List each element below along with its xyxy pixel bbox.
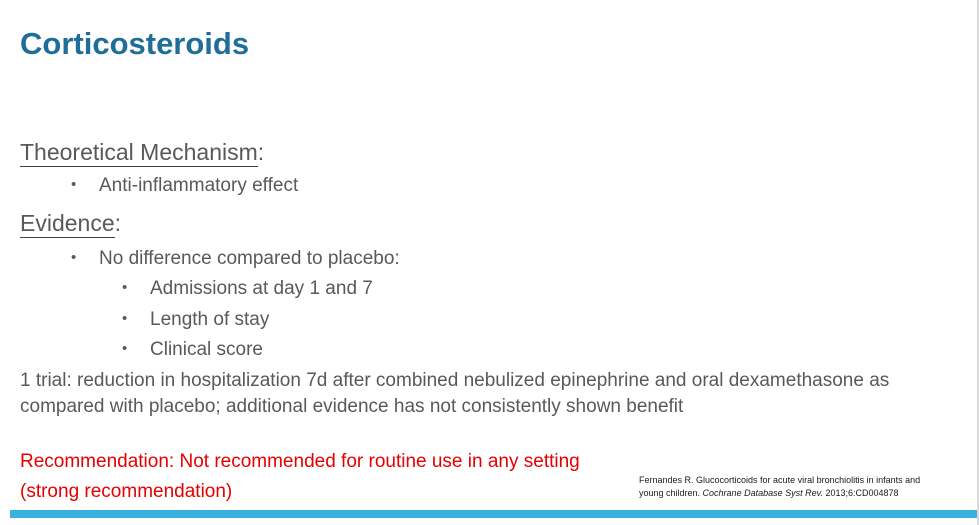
evidence-sub-bullet xyxy=(122,339,263,360)
mechanism-bullet xyxy=(71,175,299,196)
slide-title: Corticosteroids xyxy=(20,26,250,61)
evidence-heading xyxy=(20,212,121,238)
recommendation-line: Recommendation: Not recommended for routine use in any setting xyxy=(20,451,580,472)
mechanism-heading xyxy=(20,141,264,167)
mechanism-heading-label: Theoretical Mechanism xyxy=(20,139,258,165)
evidence-sub-bullet xyxy=(122,278,373,299)
citation-authors-tail: young children. xyxy=(639,488,703,498)
evidence-bullet xyxy=(71,248,400,269)
citation-line-1: Fernandes R. Glucocorticoids for acute viral bronchiolitis in infants and xyxy=(639,475,921,485)
evidence-sub-bullet-text: Length of stay xyxy=(150,309,270,330)
citation xyxy=(639,474,979,500)
bullet-dot: • xyxy=(122,279,128,296)
evidence-sub-bullet xyxy=(122,309,270,330)
footer-bar xyxy=(10,510,977,518)
evidence-sub-bullet-text: Admissions at day 1 and 7 xyxy=(150,278,373,299)
citation-line-2 xyxy=(639,487,979,500)
mechanism-bullet-text: Anti-inflammatory effect xyxy=(99,175,299,196)
evidence-heading-label: Evidence xyxy=(20,210,115,236)
bullet-dot: • xyxy=(71,176,77,193)
evidence-sub-bullet-text: Clinical score xyxy=(150,339,263,360)
evidence-heading-colon: : xyxy=(114,210,122,236)
bullet-dot: • xyxy=(122,340,128,357)
mechanism-heading-colon: : xyxy=(257,139,265,165)
evidence-bullet-text: No difference compared to placebo: xyxy=(99,248,400,269)
citation-journal: Cochrane Database Syst Rev. xyxy=(702,488,823,498)
citation-reference: 2013;6:CD004878 xyxy=(822,488,899,498)
bullet-dot: • xyxy=(71,249,77,266)
bullet-dot: • xyxy=(122,310,128,327)
recommendation-strength: (strong recommendation) xyxy=(20,481,233,502)
trial-paragraph: 1 trial: reduction in hospitalization 7d after combined nebulized epinephrine and oral dexamethasone as compared with placebo; additional evidence has not consistently shown benefit xyxy=(20,370,890,417)
